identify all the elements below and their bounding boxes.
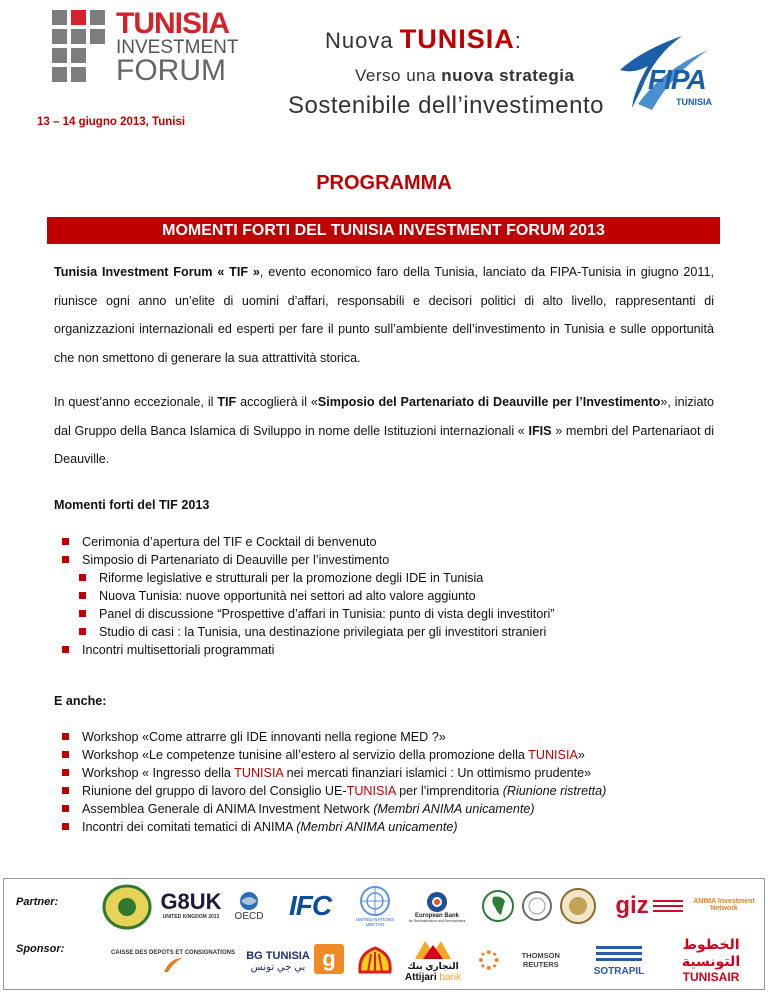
tunisair-logo: الخطوط التونسية TUNISAIR <box>681 936 741 984</box>
list-item: Simposio di Partenariato di Deauville per l’investimento <box>62 551 554 569</box>
header-subtitle2: Sostenibile dell’investimento <box>288 92 604 119</box>
sotrapil-pipes-icon <box>594 944 644 966</box>
intro-paragraph: Tunisia Investment Forum « TIF », evento economico faro della Tunisia, lanciato da FIPA-Tunisia in giugno 2011, riunisce ogni anno un’elite di uomini d’affari, responsabili e decisori politici di alto livello, rappresentanti di organizzazioni internazionali ed esperti per fare il punto sull’ambiente dell’investimento in Tunisia e sulle opportunità che non smettono di generare la sua attrattività storica. <box>54 265 714 365</box>
g8-uk-logo: G8UK UNITED KINGDOM 2013 <box>160 889 222 920</box>
reuters-dots-icon <box>478 949 500 971</box>
list-item: Incontri multisettoriali programmati <box>62 641 554 659</box>
fipa-logo-text: FIPA <box>648 64 706 95</box>
partner-label: Partner: <box>16 896 59 908</box>
ebrd-logo: European Bank for Reconstruction and Development <box>400 886 474 928</box>
attijari-emblem-icon <box>413 937 453 961</box>
ifc-logo: IFC <box>288 890 332 921</box>
sotrapil-logo: SOTRAPIL <box>588 940 650 980</box>
list-item: Cerimonia d’apertura del TIF e Cocktail di benvenuto <box>62 533 554 551</box>
page-title: PROGRAMMA <box>316 172 452 194</box>
list-item: Assemblea Generale di ANIMA Investment Network (Membri ANIMA unicamente) <box>62 800 606 818</box>
section1-list <box>62 533 554 659</box>
bg-tunisia-logo: BG TUNISIA بي جي تونس <box>246 949 310 973</box>
list-item: Nuova Tunisia: nuove opportunità nei settori ad alto valore aggiunto <box>79 587 554 605</box>
thomson-reuters-logo: THOMSON REUTERS <box>478 946 578 974</box>
list-item: Panel di discussione “Prospettive d’affari in Tunisia: punto di vista degli investitori” <box>79 605 554 623</box>
list-item: Incontri dei comitati tematici di ANIMA (Membri ANIMA unicamente) <box>62 818 606 836</box>
oecd-logo: OECD <box>226 888 272 924</box>
list-item: Workshop «Le competenze tunisine all’estero al servizio della promozione della TUNISIA» <box>62 746 606 764</box>
list-item: Riforme legislative e strutturali per la promozione degli IDE in Tunisia <box>79 569 554 587</box>
section1-title: Momenti forti del TIF 2013 <box>54 498 210 512</box>
section2-title: E anche: <box>54 694 107 708</box>
event-date: 13 – 14 giugno 2013, Tunisi <box>37 116 186 128</box>
sponsor-label: Sponsor: <box>16 943 65 955</box>
tif-logo-grid-icon <box>52 10 106 82</box>
cdc-logo: CAISSE DES DEPOTS ET CONSIGNATIONS <box>108 944 238 980</box>
cdc-ribbon-icon <box>160 956 186 974</box>
section2-list <box>62 728 606 836</box>
list-item: Riunione del gruppo di lavoro del Consiglio UE-TUNISIA per l’imprenditoria (Riunione ristretta) <box>62 782 606 800</box>
anima-logo: ANIMA Investment Network <box>693 898 755 912</box>
list-item: Workshop «Come attrarre gli IDE innovanti nella regione MED ?» <box>62 728 606 746</box>
fipa-logo-sub: TUNISIA <box>676 97 712 107</box>
seal-logo-2 <box>558 886 598 926</box>
afdb-africa-icon <box>480 888 516 924</box>
section-banner: MOMENTI FORTI DEL TUNISIA INVESTMENT FORUM 2013 <box>47 217 720 244</box>
list-item: Workshop « Ingresso della TUNISIA nei mercati finanziari islamici : Un ottimismo prudente» <box>62 764 606 782</box>
tif-logo <box>52 8 262 92</box>
isdb-seal-icon <box>100 884 154 930</box>
shell-icon <box>354 942 396 978</box>
tif-logo-word3: FORUM <box>116 54 226 87</box>
ebrd-symbol-icon <box>424 891 450 913</box>
attijari-bank-logo: التجاري بنك Attijari bank <box>402 932 464 988</box>
seal-logo-1 <box>520 888 554 924</box>
tif-paragraph: In quest’anno eccezionale, il TIF accoglierà il «Simposio del Partenariato di Deauville per l’Investimento», iniziato dal Gruppo della Banca Islamica di Sviluppo in nome delle Istituzioni internazionali « IFIS » membri del Partenariaot di Deauville. <box>54 395 714 466</box>
bg-g-icon: g <box>314 944 344 974</box>
list-item: Studio di casi : la Tunisia, una destinazione privilegiata per gli investitori stranieri <box>79 623 554 641</box>
oecd-globe-icon <box>237 891 261 911</box>
un-emblem-icon <box>357 885 393 917</box>
tif-logo-word2: INVESTMENT <box>116 37 239 58</box>
header-subtitle: Verso una nuova strategia <box>355 66 575 85</box>
unctad-logo: UNITED NATIONS UNCTAD <box>352 882 398 930</box>
header-title: Nuova TUNISIA: <box>325 24 521 54</box>
tif-logo-word1: TUNISIA <box>116 7 229 40</box>
giz-logo: giz <box>614 888 684 924</box>
